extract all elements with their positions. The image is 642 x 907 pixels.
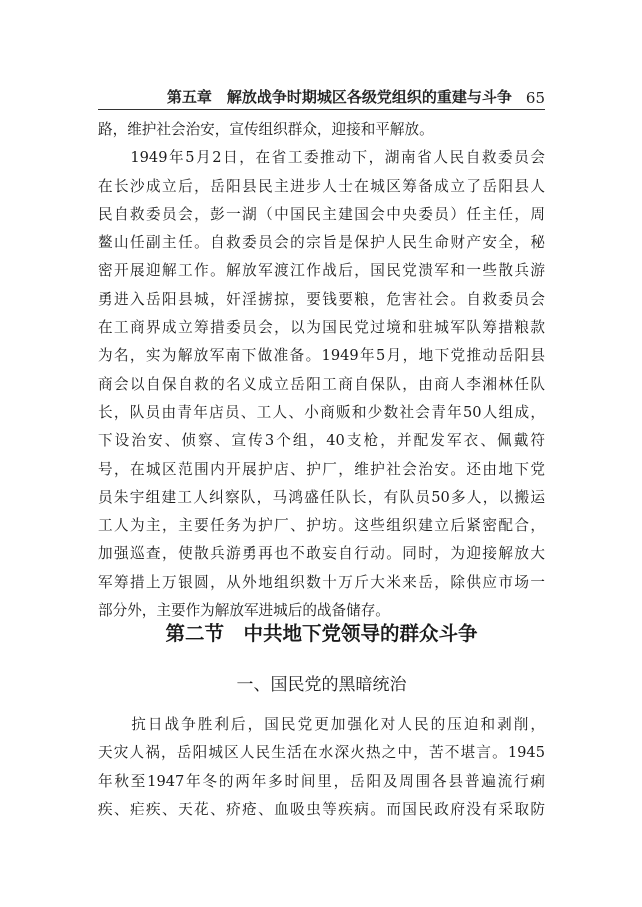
subsection-heading: 一、国民党的黑暗统治 [236,675,407,695]
chapter-title: 第五章 解放战争时期城区各级党组织的重建与斗争 [166,88,512,106]
text-line: 商会以自保自救的名义成立岳阳工商自保队，由商人李湘林任队 [98,375,545,393]
text-line: 勇进入岳阳县城，奸淫掳掠，要钱要粮，危害社会。自救委员会 [98,290,545,308]
text-line: 年秋至1947年冬的两年多时间里，岳阳及周围各县普遍流行痢 [98,772,545,790]
text-line: 部分外，主要作为解放军进城后的战备储存。 [98,602,390,620]
text-line: 民自救委员会，彭一湖（中国民主建国会中央委员）任主任，周 [98,205,545,223]
text-line: 天灾人祸，岳阳城区人民生活在水深火热之中，苦不堪言。1945 [98,744,545,762]
text-line: 1949年5月2日，在省工委推动下，湖南省人民自救委员会 [98,149,545,167]
body-text-section1 [98,116,545,625]
page-number: 65 [525,89,545,107]
body-text-section2 [98,711,545,824]
text-line: 密开展迎解工作。解放军渡江作战后，国民党溃军和一些散兵游 [98,262,545,280]
text-line: 抗日战争胜利后，国民党更加强化对人民的压迫和剥削， [98,716,545,733]
text-line: 疾、疟疾、天花、疥疮、血吸虫等疾病。而国民政府没有采取防 [98,800,545,818]
text-line: 下设治安、侦察、宣传3个组，40支枪，并配发军衣、佩戴符 [98,432,545,450]
header-rule [98,109,545,110]
text-line: 员朱宇组建工人纠察队，马鸿盛任队长，有队员50多人，以搬运 [98,488,545,506]
text-line: 军筹措上万银圆，从外地组织数十万斤大米来岳，除供应市场一 [98,573,545,591]
text-line: 为名，实为解放军南下做准备。1949年5月，地下党推动岳阳县 [98,347,545,365]
text-line: 号，在城区范围内开展护店、护厂，维护社会治安。还由地下党 [98,460,545,478]
text-line: 在长沙成立后，岳阳县民主进步人士在城区筹备成立了岳阳县人 [98,177,545,195]
text-line: 长，队员由青年店员、工人、小商贩和少数社会青年50人组成， [98,403,545,421]
text-line: 在工商界成立筹措委员会，以为国民党过境和驻城军队筹措粮款 [98,319,545,337]
text-line: 工人为主，主要任务为护厂、护坊。这些组织建立后紧密配合， [98,517,545,535]
text-line: 加强巡查，使散兵游勇再也不敢妄自行动。同时，为迎接解放大 [98,545,545,563]
section-heading: 第二节 中共地下党领导的群众斗争 [165,622,478,645]
text-line: 路，维护社会治安，宣传组织群众，迎接和平解放。 [98,121,434,138]
running-header [98,83,545,107]
text-line: 鳌山任副主任。自救委员会的宗旨是保护人民生命财产安全，秘 [98,234,545,252]
